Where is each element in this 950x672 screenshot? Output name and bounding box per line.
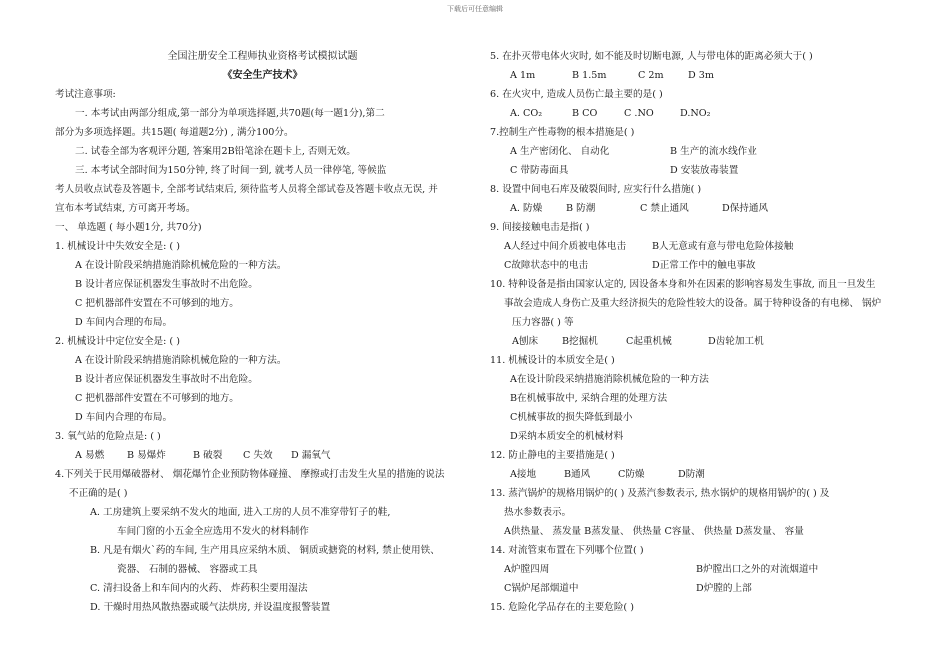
q10-option-a: A刨床 — [512, 336, 539, 347]
q14-option-b: B炉膛出口之外的对流烟道中 — [696, 564, 819, 575]
q4-option-b-cont: 瓷器、 石制的器械、 容器或工具 — [117, 564, 258, 575]
question-8: 8. 设置中间电石库及破裂间时, 应实行什么措施( ) — [490, 184, 702, 195]
q4-option-d: D. 干燥时用热风散热器或暖气法烘房, 并设温度报警装置 — [90, 602, 331, 613]
q8-option-c: C 禁止通风 — [640, 203, 689, 214]
q3-option-b2: B 破裂 — [193, 450, 223, 461]
note-3-end: 宣布本考试结束, 方可离开考场。 — [55, 203, 196, 214]
left-column — [55, 47, 470, 617]
question-15: 15. 危险化学品存在的主要危险( ) — [490, 602, 634, 613]
q14-option-c: C锅炉尾部烟道中 — [504, 583, 579, 594]
header-note: 下载后可任意编辑 — [447, 5, 503, 13]
q8-option-b: B 防潮 — [566, 203, 596, 214]
section-single-choice: 一、 单选题 ( 每小题1分, 共70分) — [55, 222, 202, 233]
question-1: 1. 机械设计中失效安全是: ( ) — [55, 241, 180, 252]
question-14: 14. 对流管束布置在下列哪个位置( ) — [490, 545, 644, 556]
q8-option-a: A. 防燥 — [510, 203, 543, 214]
q7-option-d: D 安装放毒装置 — [670, 165, 739, 176]
q4-option-a-cont: 车间门窗的小五金全应选用不发火的材料制作 — [117, 526, 309, 537]
q3-option-a: A 易燃 — [75, 450, 105, 461]
q3-option-c: C 失效 — [243, 450, 273, 461]
q7-options-1 — [490, 142, 925, 161]
q12-option-b: B通风 — [564, 469, 591, 480]
q5-option-c: C 2m — [638, 70, 664, 81]
question-11: 11. 机械设计的本质安全是( ) — [490, 355, 615, 366]
q14-option-d: D炉膛的上部 — [696, 583, 752, 594]
note-1: 一. 本考试由两部分组成,第一部分为单项选择题,共70题(每一题1分),第二 — [75, 108, 385, 119]
question-13-cont: 热水参数表示。 — [504, 507, 572, 518]
q5-option-d: D 3m — [688, 70, 714, 81]
note-3-cont: 考人员收点试卷及答题卡, 全部考试结束后, 须待监考人员将全部试卷及答题卡收点无误, 并 — [55, 184, 438, 195]
q2-option-b: B 设计者应保证机器发生事故时不出危险。 — [75, 374, 258, 385]
q1-option-b: B 设计者应保证机器发生事故时不出危险。 — [75, 279, 258, 290]
q9-option-a: A人经过中间介质被电体电击 — [504, 241, 627, 252]
q4-option-c: C. 清扫设备上和车间内的火药、 炸药积尘要用湿法 — [90, 583, 308, 594]
q12-option-d: D防潮 — [678, 469, 705, 480]
q10-option-b: B挖掘机 — [562, 336, 598, 347]
q2-option-d: D 车间内合理的布局。 — [75, 412, 173, 423]
q14-option-a: A炉膛四周 — [504, 564, 550, 575]
exam-title: 全国注册安全工程师执业资格考试模拟试题 — [167, 51, 358, 62]
q1-option-a: A 在设计阶段采纳措施消除机械危险的一种方法。 — [75, 260, 287, 271]
q14-options-2 — [490, 579, 925, 598]
q13-options: A供热量、 蒸发量 B蒸发量、 供热量 C容量、 供热量 D蒸发量、 容量 — [504, 526, 804, 537]
q6-option-a: A. CO₂ — [510, 108, 543, 119]
q12-options — [490, 465, 925, 484]
q3-option-d: D 漏氧气 — [291, 450, 331, 461]
question-4: 4.下列关于民用爆破器材、 烟花爆竹企业预防物体碰撞、 摩擦或打击发生火星的措施的说法 — [55, 469, 445, 480]
q9-option-b: B人无意或有意与带电危险体接触 — [652, 241, 794, 252]
q5-option-a: A 1m — [510, 70, 536, 81]
question-5: 5. 在扑灭带电体火灾时, 如不能及时切断电源, 人与带电体的距离必须大于( ) — [490, 51, 813, 62]
notes-heading: 考试注意事项: — [55, 89, 116, 100]
q3-option-b: B 易爆炸 — [127, 450, 166, 461]
q6-option-c: C .NO — [624, 108, 654, 119]
q12-option-c: C防燥 — [618, 469, 645, 480]
q1-option-c: C 把机器部件安置在不可够到的地方。 — [75, 298, 239, 309]
q9-option-c: C故障状态中的电击 — [504, 260, 589, 271]
q4-option-a: A. 工房建筑上要采纳不发火的地面, 进入工房的人员不准穿带钉子的鞋, — [90, 507, 391, 518]
question-9: 9. 间接接触电击是指( ) — [490, 222, 590, 233]
q6-option-d: D.NO₂ — [680, 108, 711, 119]
q10-option-c: C起重机械 — [626, 336, 672, 347]
q9-option-d: D正常工作中的触电事故 — [652, 260, 756, 271]
q1-option-d: D 车间内合理的布局。 — [75, 317, 173, 328]
question-10: 10. 特种设备是指由国家认定的, 因设备本身和外在因素的影响容易发生事故, 而且一旦发生 — [490, 279, 876, 290]
q9-options-1 — [490, 237, 925, 256]
q7-options-2 — [490, 161, 925, 180]
q12-option-a: A接地 — [510, 469, 537, 480]
exam-subtitle: 《安全生产技术》 — [222, 70, 303, 81]
q14-options-1 — [490, 560, 925, 579]
q9-options-2 — [490, 256, 925, 275]
q2-option-c: C 把机器部件安置在不可够到的地方。 — [75, 393, 239, 404]
q5-option-b: B 1.5m — [572, 70, 607, 81]
q2-option-a: A 在设计阶段采纳措施消除机械危险的一种方法。 — [75, 355, 287, 366]
q8-option-d: D保持通风 — [722, 203, 769, 214]
q4-option-b: B. 凡是有烟火`药的车间, 生产用具应采纳木质、 铜质或搪瓷的材料, 禁止使用铁、 — [90, 545, 440, 556]
q8-options — [490, 199, 925, 218]
q11-option-d: D采纳本质安全的机械材料 — [510, 431, 624, 442]
question-13: 13. 蒸汽锅炉的规格用锅炉的( ) 及蒸汽参数表示, 热水锅炉的规格用锅炉的( ) 及 — [490, 488, 830, 499]
question-10-cont: 事故会造成人身伤亡及重大经济损失的危险性较大的设备。属于特种设备的有电梯、 锅炉 — [504, 298, 882, 309]
question-12: 12. 防止静电的主要措施是( ) — [490, 450, 615, 461]
q7-option-c: C 带防毒面具 — [510, 165, 569, 176]
q5-options — [490, 66, 925, 85]
q7-option-b: B 生产的流水线作业 — [670, 146, 757, 157]
q3-options — [55, 446, 470, 465]
q7-option-a: A 生产密闭化、 自动化 — [510, 146, 610, 157]
question-4-cont: 不正确的是( ) — [69, 488, 128, 499]
q10-options — [490, 332, 925, 351]
question-7: 7.控制生产性毒物的根本措施是( ) — [490, 127, 635, 138]
q11-option-a: A在设计阶段采纳措施消除机械危险的一种方法 — [510, 374, 709, 385]
q6-options — [490, 104, 925, 123]
note-2: 二. 试卷全部为客观评分题, 答案用2B铅笔涂在题卡上, 否则无效。 — [75, 146, 356, 157]
right-column — [490, 47, 925, 617]
note-3: 三. 本考试全部时间为150分钟, 终了时间一到, 就考人员一律停笔, 等候监 — [75, 165, 387, 176]
q10-option-d: D齿轮加工机 — [708, 336, 764, 347]
question-6: 6. 在火灾中, 造成人员伤亡最主要的是( ) — [490, 89, 663, 100]
q11-option-b: B在机械事故中, 采纳合理的处理方法 — [510, 393, 668, 404]
note-1-cont: 部分为多项选择题。共15题( 每道题2分) , 满分100分。 — [55, 127, 294, 138]
q6-option-b: B CO — [572, 108, 598, 119]
question-2: 2. 机械设计中定位安全是: ( ) — [55, 336, 180, 347]
question-3: 3. 氧气站的危险点是: ( ) — [55, 431, 161, 442]
q11-option-c: C机械事故的损失降低到最小 — [510, 412, 633, 423]
question-10-end: 压力容器( ) 等 — [512, 317, 574, 328]
